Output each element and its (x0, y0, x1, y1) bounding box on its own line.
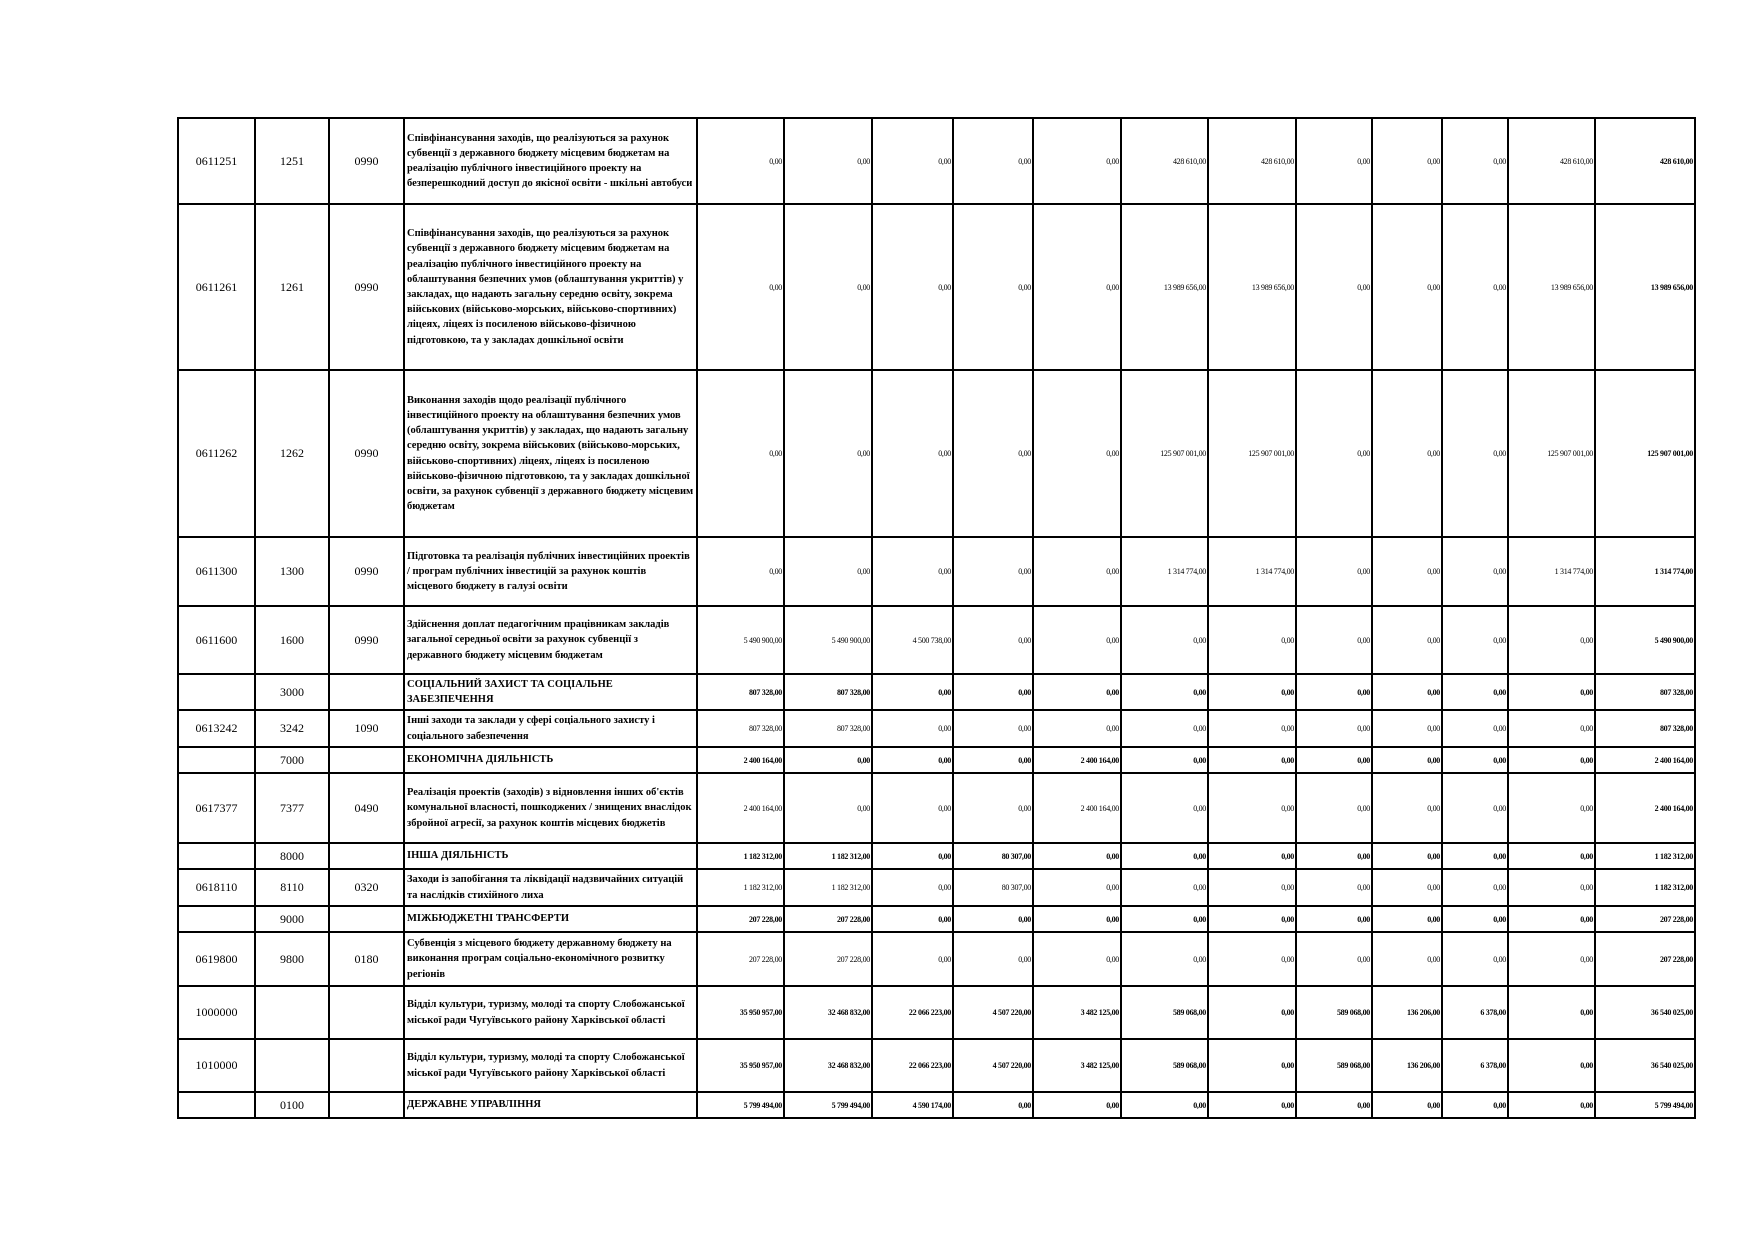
classification-code-cell (329, 843, 404, 869)
amount-cell: 35 950 957,00 (697, 1039, 784, 1092)
function-code-cell: 8110 (255, 869, 329, 906)
amount-cell: 4 507 220,00 (953, 1039, 1033, 1092)
amount-cell: 0,00 (1208, 986, 1296, 1039)
classification-code-cell: 1090 (329, 710, 404, 747)
amount-cell: 0,00 (1508, 1092, 1595, 1118)
amount-cell: 0,00 (1442, 747, 1508, 773)
classification-code-cell: 0320 (329, 869, 404, 906)
amount-cell: 0,00 (1121, 1092, 1208, 1118)
amount-cell: 0,00 (953, 606, 1033, 674)
amount-cell: 0,00 (1033, 118, 1121, 204)
amount-cell: 2 400 164,00 (697, 747, 784, 773)
amount-cell: 0,00 (1508, 932, 1595, 986)
table-row (178, 204, 1695, 370)
item-name-cell: Субвенція з місцевого бюджету державному бюджету на виконання програм соціально-економічного розвитку регіонів (404, 932, 697, 986)
amount-cell: 0,00 (1121, 906, 1208, 932)
amount-cell: 0,00 (872, 537, 953, 606)
amount-cell: 1 182 312,00 (697, 843, 784, 869)
item-name-cell: Здійснення доплат педагогічним працівникам закладів загальної середньої освіти за рахунок субвенції з державного бюджету місцевим бюджетам (404, 606, 697, 674)
amount-cell: 0,00 (1508, 869, 1595, 906)
amount-cell: 0,00 (1508, 674, 1595, 710)
function-code-cell: 3000 (255, 674, 329, 710)
amount-cell: 207 228,00 (784, 932, 872, 986)
amount-cell: 125 907 001,00 (1121, 370, 1208, 537)
table-body (178, 118, 1695, 1118)
amount-cell: 0,00 (1121, 932, 1208, 986)
table-row (178, 710, 1695, 747)
amount-cell: 1 182 312,00 (1595, 843, 1695, 869)
function-code-cell: 1600 (255, 606, 329, 674)
item-name-cell: СОЦІАЛЬНИЙ ЗАХИСТ ТА СОЦІАЛЬНЕ ЗАБЕЗПЕЧЕННЯ (404, 674, 697, 710)
amount-cell: 0,00 (784, 204, 872, 370)
amount-cell: 207 228,00 (1595, 932, 1695, 986)
classification-code-cell: 0990 (329, 118, 404, 204)
table-row-subtotal (178, 843, 1695, 869)
classification-code-cell (329, 1092, 404, 1118)
amount-cell: 0,00 (1121, 843, 1208, 869)
amount-cell: 1 182 312,00 (697, 869, 784, 906)
classification-code-cell: 0990 (329, 370, 404, 537)
amount-cell: 125 907 001,00 (1595, 370, 1695, 537)
amount-cell: 0,00 (784, 118, 872, 204)
amount-cell: 0,00 (1296, 606, 1372, 674)
table-row-subtotal (178, 1092, 1695, 1118)
budget-table (177, 117, 1696, 1119)
amount-cell: 0,00 (872, 370, 953, 537)
amount-cell: 0,00 (1121, 710, 1208, 747)
table-row (178, 118, 1695, 204)
item-name-cell: Підготовка та реалізація публічних інвестиційних проектів / програм публічних інвестицій за рахунок коштів місцевого бюджету в галузі освіти (404, 537, 697, 606)
table-row (178, 606, 1695, 674)
amount-cell: 3 482 125,00 (1033, 1039, 1121, 1092)
function-code-cell: 1262 (255, 370, 329, 537)
amount-cell: 136 206,00 (1372, 1039, 1442, 1092)
amount-cell: 0,00 (1442, 932, 1508, 986)
amount-cell: 5 490 900,00 (697, 606, 784, 674)
classification-code-cell: 0990 (329, 537, 404, 606)
amount-cell: 5 799 494,00 (1595, 1092, 1695, 1118)
amount-cell: 1 182 312,00 (1595, 869, 1695, 906)
item-name-cell: Інші заходи та заклади у сфері соціального захисту і соціального забезпечення (404, 710, 697, 747)
function-code-cell: 3242 (255, 710, 329, 747)
amount-cell: 1 182 312,00 (784, 843, 872, 869)
amount-cell: 32 468 832,00 (784, 986, 872, 1039)
amount-cell: 4 507 220,00 (953, 986, 1033, 1039)
item-name-cell: Відділ культури, туризму, молоді та спорту Слобожанської міської ради Чугуївського району Харківської області (404, 986, 697, 1039)
function-code-cell: 8000 (255, 843, 329, 869)
classification-code-cell (329, 674, 404, 710)
table-row-subtotal (178, 747, 1695, 773)
amount-cell: 0,00 (697, 118, 784, 204)
amount-cell: 0,00 (1372, 674, 1442, 710)
function-code-cell: 1251 (255, 118, 329, 204)
amount-cell: 0,00 (1372, 773, 1442, 843)
classification-code-cell (329, 986, 404, 1039)
amount-cell: 0,00 (1033, 674, 1121, 710)
amount-cell: 1 314 774,00 (1508, 537, 1595, 606)
program-code-cell: 0611251 (178, 118, 255, 204)
program-code-cell: 0617377 (178, 773, 255, 843)
program-code-cell (178, 843, 255, 869)
amount-cell: 807 328,00 (697, 674, 784, 710)
program-code-cell: 0618110 (178, 869, 255, 906)
amount-cell: 589 068,00 (1296, 986, 1372, 1039)
amount-cell: 0,00 (1208, 747, 1296, 773)
amount-cell: 0,00 (1296, 747, 1372, 773)
function-code-cell: 7377 (255, 773, 329, 843)
amount-cell: 589 068,00 (1121, 1039, 1208, 1092)
amount-cell: 0,00 (1442, 869, 1508, 906)
amount-cell: 0,00 (1442, 906, 1508, 932)
amount-cell: 0,00 (1442, 843, 1508, 869)
amount-cell: 80 307,00 (953, 869, 1033, 906)
amount-cell: 0,00 (872, 773, 953, 843)
program-code-cell: 0611262 (178, 370, 255, 537)
amount-cell: 0,00 (1208, 674, 1296, 710)
amount-cell: 807 328,00 (697, 710, 784, 747)
classification-code-cell: 0990 (329, 204, 404, 370)
amount-cell: 5 490 900,00 (784, 606, 872, 674)
amount-cell: 0,00 (1372, 537, 1442, 606)
amount-cell: 0,00 (1508, 986, 1595, 1039)
amount-cell: 807 328,00 (1595, 710, 1695, 747)
amount-cell: 5 490 900,00 (1595, 606, 1695, 674)
amount-cell: 428 610,00 (1508, 118, 1595, 204)
amount-cell: 0,00 (1121, 869, 1208, 906)
function-code-cell: 0100 (255, 1092, 329, 1118)
amount-cell: 0,00 (953, 537, 1033, 606)
amount-cell: 0,00 (1372, 932, 1442, 986)
amount-cell: 0,00 (1296, 773, 1372, 843)
amount-cell: 0,00 (1508, 1039, 1595, 1092)
amount-cell: 13 989 656,00 (1508, 204, 1595, 370)
amount-cell: 4 500 738,00 (872, 606, 953, 674)
amount-cell: 0,00 (1442, 118, 1508, 204)
amount-cell: 0,00 (1372, 869, 1442, 906)
amount-cell: 6 378,00 (1442, 1039, 1508, 1092)
item-name-cell: ЕКОНОМІЧНА ДІЯЛЬНІСТЬ (404, 747, 697, 773)
amount-cell: 22 066 223,00 (872, 986, 953, 1039)
table-row (178, 370, 1695, 537)
amount-cell: 0,00 (1296, 674, 1372, 710)
amount-cell: 0,00 (1121, 674, 1208, 710)
amount-cell: 1 314 774,00 (1208, 537, 1296, 606)
amount-cell: 0,00 (697, 370, 784, 537)
amount-cell: 0,00 (1121, 773, 1208, 843)
amount-cell: 0,00 (872, 674, 953, 710)
program-code-cell: 0611300 (178, 537, 255, 606)
amount-cell: 0,00 (1033, 1092, 1121, 1118)
table-row (178, 537, 1695, 606)
amount-cell: 35 950 957,00 (697, 986, 784, 1039)
amount-cell: 0,00 (1208, 869, 1296, 906)
amount-cell: 0,00 (872, 204, 953, 370)
amount-cell: 0,00 (1508, 747, 1595, 773)
amount-cell: 0,00 (953, 204, 1033, 370)
amount-cell: 0,00 (1208, 1092, 1296, 1118)
table-row-subtotal (178, 906, 1695, 932)
amount-cell: 0,00 (1296, 204, 1372, 370)
amount-cell: 0,00 (1372, 747, 1442, 773)
program-code-cell (178, 906, 255, 932)
amount-cell: 0,00 (953, 370, 1033, 537)
amount-cell: 0,00 (953, 773, 1033, 843)
amount-cell: 0,00 (1208, 906, 1296, 932)
item-name-cell: ДЕРЖАВНЕ УПРАВЛІННЯ (404, 1092, 697, 1118)
amount-cell: 0,00 (1372, 606, 1442, 674)
table-row (178, 932, 1695, 986)
amount-cell: 0,00 (1208, 1039, 1296, 1092)
amount-cell: 0,00 (1033, 606, 1121, 674)
amount-cell: 0,00 (1208, 843, 1296, 869)
amount-cell: 0,00 (872, 906, 953, 932)
amount-cell: 13 989 656,00 (1208, 204, 1296, 370)
amount-cell: 0,00 (1372, 118, 1442, 204)
amount-cell: 0,00 (784, 537, 872, 606)
table-row-subtotal (178, 986, 1695, 1039)
amount-cell: 0,00 (1033, 869, 1121, 906)
amount-cell: 0,00 (1508, 906, 1595, 932)
classification-code-cell: 0490 (329, 773, 404, 843)
function-code-cell: 1300 (255, 537, 329, 606)
amount-cell: 80 307,00 (953, 843, 1033, 869)
amount-cell: 0,00 (1508, 710, 1595, 747)
amount-cell: 428 610,00 (1595, 118, 1695, 204)
amount-cell: 125 907 001,00 (1208, 370, 1296, 537)
amount-cell: 0,00 (1033, 906, 1121, 932)
amount-cell: 5 799 494,00 (784, 1092, 872, 1118)
program-code-cell (178, 747, 255, 773)
amount-cell: 2 400 164,00 (697, 773, 784, 843)
amount-cell: 0,00 (872, 932, 953, 986)
amount-cell: 0,00 (1033, 843, 1121, 869)
amount-cell: 0,00 (1296, 869, 1372, 906)
classification-code-cell: 0180 (329, 932, 404, 986)
amount-cell: 2 400 164,00 (1595, 773, 1695, 843)
amount-cell: 589 068,00 (1121, 986, 1208, 1039)
table-row (178, 773, 1695, 843)
amount-cell: 428 610,00 (1208, 118, 1296, 204)
amount-cell: 0,00 (1033, 710, 1121, 747)
amount-cell: 6 378,00 (1442, 986, 1508, 1039)
table-row (178, 869, 1695, 906)
item-name-cell: Реалізація проектів (заходів) з відновлення інших об'єктів комунальної власності, пошкоджених / знищених внаслідок збройної агресії, за рахунок коштів місцевих бюджетів (404, 773, 697, 843)
amount-cell: 0,00 (872, 747, 953, 773)
amount-cell: 2 400 164,00 (1033, 747, 1121, 773)
amount-cell: 0,00 (1442, 606, 1508, 674)
amount-cell: 0,00 (1121, 747, 1208, 773)
amount-cell: 0,00 (953, 747, 1033, 773)
amount-cell: 0,00 (1372, 906, 1442, 932)
amount-cell: 136 206,00 (1372, 986, 1442, 1039)
program-code-cell: 0613242 (178, 710, 255, 747)
amount-cell: 0,00 (1296, 370, 1372, 537)
amount-cell: 0,00 (1121, 606, 1208, 674)
amount-cell: 0,00 (953, 674, 1033, 710)
amount-cell: 0,00 (1442, 773, 1508, 843)
amount-cell: 589 068,00 (1296, 1039, 1372, 1092)
amount-cell: 1 314 774,00 (1121, 537, 1208, 606)
amount-cell: 0,00 (1442, 204, 1508, 370)
amount-cell: 0,00 (1296, 710, 1372, 747)
amount-cell: 13 989 656,00 (1121, 204, 1208, 370)
amount-cell: 428 610,00 (1121, 118, 1208, 204)
amount-cell: 0,00 (1208, 773, 1296, 843)
amount-cell: 0,00 (1372, 843, 1442, 869)
amount-cell: 0,00 (872, 869, 953, 906)
amount-cell: 0,00 (784, 773, 872, 843)
amount-cell: 0,00 (953, 932, 1033, 986)
amount-cell: 0,00 (1296, 906, 1372, 932)
amount-cell: 3 482 125,00 (1033, 986, 1121, 1039)
amount-cell: 0,00 (953, 906, 1033, 932)
amount-cell: 0,00 (697, 537, 784, 606)
amount-cell: 0,00 (1296, 932, 1372, 986)
item-name-cell: МІЖБЮДЖЕТНІ ТРАНСФЕРТИ (404, 906, 697, 932)
item-name-cell: Співфінансування заходів, що реалізуються за рахунок субвенції з державного бюджету місцевим бюджетам на реалізацію публічного інвестиційного проекту на облаштування безпечних умов (облаштування укриттів) у закладах, що надають загальну середню освіту, зокрема військових (військово-морських, військово-спортивних) ліцеях, ліцеях із посиленою військово-фізичною підготовкою, та у закладах дошкільної освіти (404, 204, 697, 370)
function-code-cell: 7000 (255, 747, 329, 773)
program-code-cell: 1010000 (178, 1039, 255, 1092)
program-code-cell: 0611261 (178, 204, 255, 370)
item-name-cell: Заходи із запобігання та ліквідації надзвичайних ситуацій та наслідків стихійного лиха (404, 869, 697, 906)
amount-cell: 0,00 (872, 843, 953, 869)
amount-cell: 0,00 (1508, 606, 1595, 674)
item-name-cell: Відділ культури, туризму, молоді та спорту Слобожанської міської ради Чугуївського району Харківської області (404, 1039, 697, 1092)
table-row-subtotal (178, 674, 1695, 710)
amount-cell: 207 228,00 (1595, 906, 1695, 932)
amount-cell: 0,00 (1508, 843, 1595, 869)
amount-cell: 207 228,00 (697, 906, 784, 932)
function-code-cell (255, 986, 329, 1039)
amount-cell: 807 328,00 (1595, 674, 1695, 710)
item-name-cell: Виконання заходів щодо реалізації публічного інвестиційного проекту на облаштування безпечних умов (облаштування укриттів) у закладах, що надають загальну середню освіту, зокрема військових (військово-морських, військово-спортивних) ліцеях, ліцеях із посиленою військово-фізичною підготовкою, та у закладах дошкільної освіти, за рахунок субвенції з державного бюджету місцевим бюджетам (404, 370, 697, 537)
amount-cell: 13 989 656,00 (1595, 204, 1695, 370)
classification-code-cell (329, 906, 404, 932)
amount-cell: 0,00 (1508, 773, 1595, 843)
amount-cell: 207 228,00 (697, 932, 784, 986)
amount-cell: 0,00 (1033, 537, 1121, 606)
amount-cell: 125 907 001,00 (1508, 370, 1595, 537)
amount-cell: 0,00 (1033, 932, 1121, 986)
amount-cell: 1 182 312,00 (784, 869, 872, 906)
program-code-cell (178, 1092, 255, 1118)
classification-code-cell (329, 1039, 404, 1092)
amount-cell: 0,00 (784, 747, 872, 773)
program-code-cell (178, 674, 255, 710)
program-code-cell: 1000000 (178, 986, 255, 1039)
amount-cell: 0,00 (1372, 204, 1442, 370)
amount-cell: 0,00 (1442, 1092, 1508, 1118)
amount-cell: 0,00 (1296, 1092, 1372, 1118)
amount-cell: 2 400 164,00 (1033, 773, 1121, 843)
amount-cell: 0,00 (1296, 537, 1372, 606)
amount-cell: 0,00 (1296, 118, 1372, 204)
amount-cell: 36 540 025,00 (1595, 1039, 1695, 1092)
classification-code-cell: 0990 (329, 606, 404, 674)
amount-cell: 0,00 (872, 710, 953, 747)
amount-cell: 22 066 223,00 (872, 1039, 953, 1092)
amount-cell: 807 328,00 (784, 674, 872, 710)
amount-cell: 207 228,00 (784, 906, 872, 932)
function-code-cell (255, 1039, 329, 1092)
amount-cell: 36 540 025,00 (1595, 986, 1695, 1039)
amount-cell: 0,00 (784, 370, 872, 537)
amount-cell: 0,00 (1372, 1092, 1442, 1118)
amount-cell: 0,00 (1208, 606, 1296, 674)
amount-cell: 0,00 (1372, 710, 1442, 747)
amount-cell: 0,00 (1442, 370, 1508, 537)
amount-cell: 2 400 164,00 (1595, 747, 1695, 773)
program-code-cell: 0619800 (178, 932, 255, 986)
amount-cell: 0,00 (872, 118, 953, 204)
amount-cell: 0,00 (1442, 710, 1508, 747)
amount-cell: 32 468 832,00 (784, 1039, 872, 1092)
amount-cell: 0,00 (1208, 932, 1296, 986)
item-name-cell: Співфінансування заходів, що реалізуються за рахунок субвенції з державного бюджету місцевим бюджетам на реалізацію публічного інвестиційного проекту на безперешкодний доступ до якісної освіти - шкільні автобуси (404, 118, 697, 204)
function-code-cell: 9800 (255, 932, 329, 986)
table-row-subtotal (178, 1039, 1695, 1092)
amount-cell: 0,00 (697, 204, 784, 370)
amount-cell: 0,00 (1208, 710, 1296, 747)
amount-cell: 0,00 (1033, 204, 1121, 370)
amount-cell: 0,00 (1296, 843, 1372, 869)
amount-cell: 807 328,00 (784, 710, 872, 747)
function-code-cell: 9000 (255, 906, 329, 932)
classification-code-cell (329, 747, 404, 773)
item-name-cell: ІНША ДІЯЛЬНІСТЬ (404, 843, 697, 869)
amount-cell: 0,00 (1442, 674, 1508, 710)
amount-cell: 0,00 (953, 118, 1033, 204)
amount-cell: 0,00 (1372, 370, 1442, 537)
amount-cell: 1 314 774,00 (1595, 537, 1695, 606)
amount-cell: 0,00 (1033, 370, 1121, 537)
program-code-cell: 0611600 (178, 606, 255, 674)
amount-cell: 0,00 (953, 1092, 1033, 1118)
amount-cell: 0,00 (953, 710, 1033, 747)
amount-cell: 0,00 (1442, 537, 1508, 606)
function-code-cell: 1261 (255, 204, 329, 370)
amount-cell: 5 799 494,00 (697, 1092, 784, 1118)
amount-cell: 4 590 174,00 (872, 1092, 953, 1118)
